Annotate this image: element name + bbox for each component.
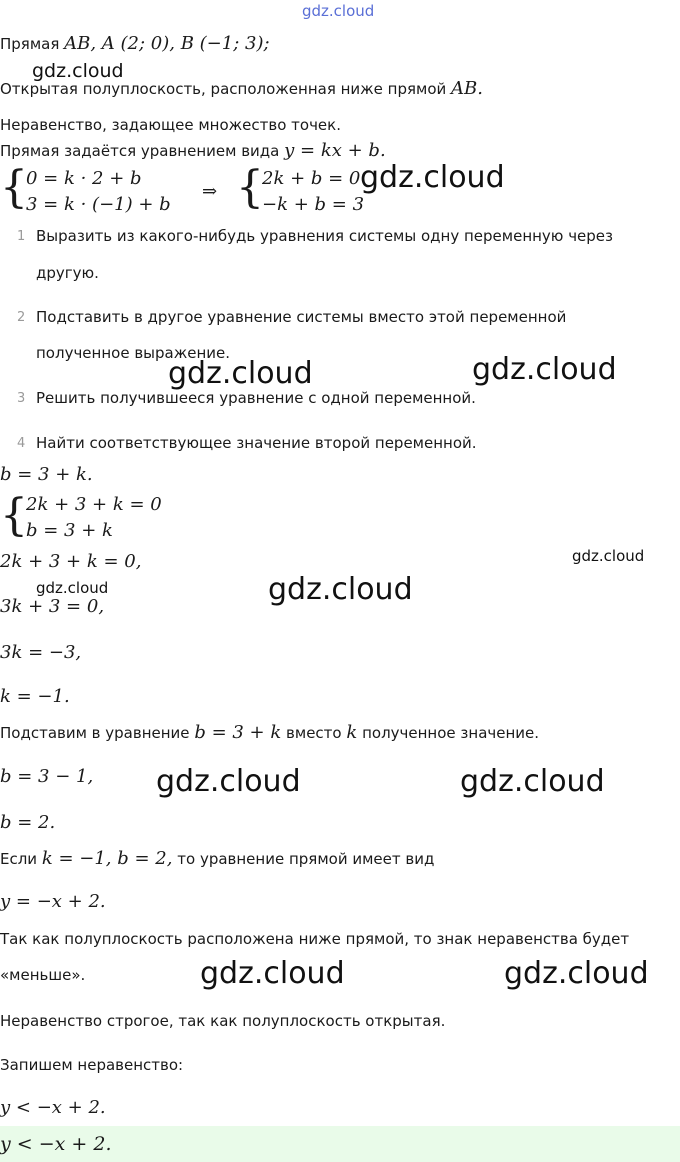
substitute-text: полученное значение. <box>362 724 540 742</box>
substitute-math: b = 3 + k <box>194 722 282 743</box>
watermark: gdz.cloud <box>268 572 413 607</box>
equation-form-math: y = kx + b. <box>284 140 386 161</box>
watermark: gdz.cloud <box>200 956 345 991</box>
watermark: gdz.cloud <box>360 160 505 195</box>
watermark: gdz.cloud <box>504 956 649 991</box>
substitute-text: вместо <box>286 724 342 742</box>
watermark: gdz.cloud <box>168 356 313 391</box>
line-inequality-def: Неравенство, задающее множество точек. <box>0 116 341 134</box>
step-number: 3 <box>17 391 26 406</box>
system1-right-row2: −k + b = 3 <box>262 194 365 215</box>
strict-reason: Неравенство строгое, так как полуплоскость открытая. <box>0 1012 446 1030</box>
equation-step: b = 3 − 1, <box>0 766 94 787</box>
watermark: gdz.cloud <box>156 764 301 799</box>
system-brace-right: { <box>236 162 264 213</box>
system-brace: { <box>0 490 28 541</box>
step-text-continued: другую. <box>36 264 99 282</box>
if-text: Если <box>0 850 38 868</box>
if-text: то уравнение прямой имеет вид <box>177 850 435 868</box>
equation-b: b = 3 + k. <box>0 464 93 485</box>
step-text: Выразить из какого-нибудь уравнения системы одну переменную через <box>36 227 614 245</box>
watermark: gdz.cloud <box>302 2 375 20</box>
write-inequality: Запишем неравенство: <box>0 1056 184 1074</box>
halfplane-text: Открытая полуплоскость, расположенная ниже прямой <box>0 80 447 98</box>
if-math: k = −1, b = 2, <box>41 848 173 869</box>
step-number: 2 <box>17 310 26 325</box>
step-number: 4 <box>17 436 26 451</box>
step-text: Подставить в другое уравнение системы вместо этой переменной <box>36 308 567 326</box>
watermark: gdz.cloud <box>32 60 124 82</box>
equation-step: 3k + 3 = 0, <box>0 596 105 617</box>
sign-reason: Так как полуплоскость расположена ниже прямой, то знак неравенства будет <box>0 930 630 948</box>
line-given <box>0 33 270 54</box>
watermark: gdz.cloud <box>36 579 109 597</box>
substitute-text: Подставим в уравнение <box>0 724 190 742</box>
implies-arrow: ⇒ <box>202 181 218 202</box>
watermark: gdz.cloud <box>472 352 617 387</box>
line-halfplane <box>0 78 483 99</box>
system2-row2: b = 3 + k <box>26 520 113 541</box>
equation-step: b = 2. <box>0 812 56 833</box>
watermark: gdz.cloud <box>460 764 605 799</box>
given-math: AB, A (2; 0), B (−1; 3); <box>64 33 270 54</box>
line-substitute <box>0 722 539 743</box>
line-if <box>0 848 434 869</box>
system-brace-left: { <box>0 162 28 213</box>
halfplane-math: AB. <box>451 78 483 99</box>
equation-step: 3k = −3, <box>0 642 82 663</box>
sign-reason-continued: «меньше». <box>0 966 86 984</box>
step-text: Найти соответствующее значение второй переменной. <box>36 434 477 452</box>
substitute-math: k <box>346 722 358 743</box>
system2-row1: 2k + 3 + k = 0 <box>26 494 162 515</box>
watermark: gdz.cloud <box>572 547 645 565</box>
step-text: Решить получившееся уравнение с одной переменной. <box>36 389 476 407</box>
step-text-continued: полученное выражение. <box>36 344 231 362</box>
system1-left-row1: 0 = k · 2 + b <box>26 168 142 189</box>
answer-box <box>0 1126 680 1162</box>
step-number: 1 <box>17 229 26 244</box>
line-equation: y = −x + 2. <box>0 891 106 912</box>
answer-inequality: y < −x + 2. <box>0 1133 112 1155</box>
system1-right-row1: 2k + b = 0 <box>262 168 361 189</box>
line-equation-form <box>0 140 386 161</box>
given-label: Прямая <box>0 35 60 53</box>
equation-form-text: Прямая задаётся уравнением вида <box>0 142 280 160</box>
equation-step: 2k + 3 + k = 0, <box>0 551 142 572</box>
equation-step: k = −1. <box>0 686 70 707</box>
system1-left-row2: 3 = k · (−1) + b <box>26 194 171 215</box>
inequality: y < −x + 2. <box>0 1097 106 1118</box>
